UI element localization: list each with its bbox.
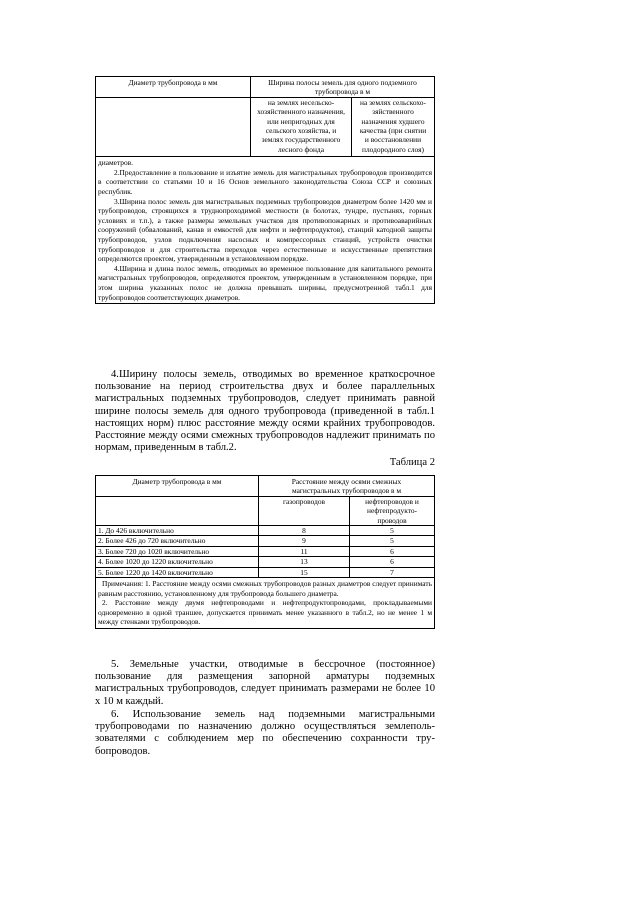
- table2-header-diameter: Диаметр трубопровода в мм: [96, 476, 259, 497]
- table2: [95, 475, 435, 629]
- table1-subheader-nonagri: на землях несельско-хозяйственного назначения, или непригодных для сельского хозяйства, и землях государственного лесного фонда: [251, 97, 352, 156]
- table-row: [96, 546, 435, 556]
- table1-note-4: 4.Ширина и длина полос земель, отводимых во временное пользование для капитального ремонта магистральных трубопроводов, определяются проектом, утвержденным в установленном порядке, при этом ширина указанных полос не должна превышать ширины, предусмотренной табл.1 для трубопроводов соответствующих диаметров.: [98, 263, 432, 302]
- table2-notes: [96, 578, 435, 629]
- table2-subheader-gas: газопроводов: [259, 496, 350, 525]
- table2-row-label: 4. Более 1020 до 1220 включительно: [96, 557, 259, 567]
- table1: [95, 76, 435, 304]
- table2-row-gas: 11: [259, 546, 350, 556]
- table2-row-gas: 9: [259, 536, 350, 546]
- table2-block: [95, 475, 435, 629]
- paragraph-4: 4.Ширину полосы земель, отводимых во временное краткосрочное пользование на период строительства двух и более параллельных магистральных подземных трубопроводов, следует принимать равной ширине полосы земель для одного трубопровода (приведенной в табл.1 настоящих норм) плюс расстояние между осями крайних трубопроводов. Расстояние между осями смежных трубопроводов надлежит принимать по нормам, приведенным в табл.2.: [95, 369, 435, 454]
- table2-row-oil: 5: [350, 526, 435, 536]
- table2-header-distance: Расстояние между осями смежных магистральных трубопроводов в м: [259, 476, 435, 497]
- table-row: [96, 536, 435, 546]
- table2-row-oil: 7: [350, 567, 435, 577]
- table1-notes: [96, 157, 435, 304]
- paragraph-6: 6. Использование земель над подземными магистральными трубопроводами по назначению должно осуществляться землеполь-зователями с соблюдением мер по обеспечению сохранности тру-бопроводов.: [95, 709, 435, 757]
- table2-row-oil: 6: [350, 546, 435, 556]
- table2-empty-cell: [96, 496, 259, 525]
- paragraph-5: 5. Земельные участки, отводимые в бессрочное (постоянное) пользование для размещения запорной арматуры подземных магистральных трубопроводов, следует принимать размерами не более 10 х 10 м каждый.: [95, 659, 435, 707]
- table2-row-label: 2. Более 426 до 720 включительно: [96, 536, 259, 546]
- table1-note-3: 3.Ширина полос земель для магистральных подземных трубопроводов диаметром более 1420 мм и трубопроводов, строящихся в труднопроходимой местности (в болотах, тундре, пустынях, горных условиях и т.п.), а также размеры земельных участков для противопожарных и противоаварийных сооружений (обвалований, канав и емкостей для нефти и нефтепродуктов), станций катодной защиты трубопроводов, узлов подключения насосных и компрессорных станций, устройств очистки трубопроводов и для строительства переходов через естественные и искусственные препятствия определяются проектом, утвержденным в установленном порядке.: [98, 196, 432, 264]
- table2-row-oil: 6: [350, 557, 435, 567]
- table1-subheader-agri: на землях сельскохо-зяйственного назначения худшего качества (при снятии и восстановлении плодородного слоя): [352, 97, 435, 156]
- table1-header-width: Ширина полосы земель для одного подземного трубопровода в м: [251, 77, 435, 98]
- table-row: [96, 557, 435, 567]
- table2-row-label: 5. Более 1220 до 1420 включительно: [96, 567, 259, 577]
- table2-row-oil: 5: [350, 536, 435, 546]
- table1-header-diameter: Диаметр трубопровода в мм: [96, 77, 251, 98]
- table2-row-gas: 13: [259, 557, 350, 567]
- table1-note-1: диаметров.: [98, 158, 134, 168]
- table2-note-2: 2. Расстояние между двумя нефтепроводами и нефтепродуктопроводами, прокладываемыми одновременно в одной траншее, допускается принимать менее указанного в табл.2, но не менее 1 м между стенками трубопроводов.: [98, 598, 432, 627]
- table-row: [96, 567, 435, 577]
- table2-row-gas: 15: [259, 567, 350, 577]
- table2-caption: Таблица 2: [389, 457, 435, 468]
- table1-block: [95, 76, 435, 304]
- table2-subheader-oil: нефтепроводов и нефтепродукто-проводов: [350, 496, 435, 525]
- table2-row-gas: 8: [259, 526, 350, 536]
- table1-note-2: 2.Предоставление в пользование и изъятие земель для магистральных трубопроводов производится в соответствии со статьями 10 и 16 Основ земельного законодательства Союза ССР и союзных республик.: [98, 167, 432, 197]
- table1-empty-cell: [96, 97, 251, 156]
- table2-note-1: Примечания: 1. Расстояние между осями смежных трубопроводов разных диаметров следует принимать равным расстоянию, установленному для трубопровода большего диаметра.: [98, 579, 432, 598]
- table2-row-label: 1. До 426 включительно: [96, 526, 259, 536]
- table2-row-label: 3. Более 720 до 1020 включительно: [96, 546, 259, 556]
- table-row: [96, 526, 435, 536]
